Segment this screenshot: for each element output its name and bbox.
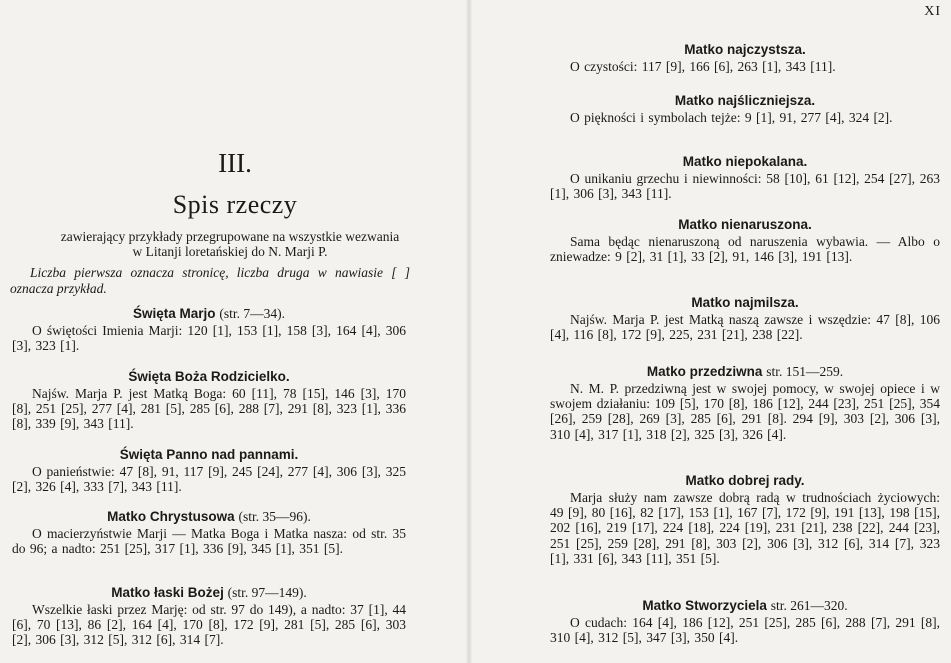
entry-page-range: str. 151—259. bbox=[766, 364, 844, 379]
entry-title: Święta Marjo bbox=[133, 306, 216, 321]
entry-body: Wszelkie łaski przez Marję: od str. 97 do 149), a nadto: 37 [1], 44 [6], 70 [13], 86 [2], 164 [4], 170 [8], 172 [9], 281 [5], 285 [6], 303 [2], 306 [3], 312 [5], 312 [6], 314 [7]. bbox=[12, 602, 406, 648]
entry-title: Matko Chrystusowa bbox=[107, 509, 235, 524]
subtitle-line: w Litanji loretańskiej do N. Marji P. bbox=[132, 244, 328, 259]
entry-title: Matko Stworzyciela bbox=[642, 598, 767, 613]
page-number: XI bbox=[924, 4, 941, 19]
entry-page-range: str. 261—320. bbox=[770, 598, 848, 613]
entry-body: O cudach: 164 [4], 186 [12], 251 [25], 285 [6], 288 [7], 291 [8], 310 [4], 312 [5], 347 [3], 350 [4]. bbox=[550, 615, 940, 646]
entry-heading bbox=[550, 92, 940, 110]
entry-heading bbox=[12, 584, 406, 602]
entry-title: Święta Boża Rodzicielko. bbox=[128, 369, 290, 384]
entry-title: Matko najmilsza. bbox=[691, 295, 799, 310]
entry-heading bbox=[550, 294, 940, 312]
entry-title: Matko najśliczniejsza. bbox=[674, 93, 816, 108]
entry-title: Matko dobrej rady. bbox=[685, 473, 805, 488]
entry-bozej-rodzicielko bbox=[12, 368, 406, 432]
left-page bbox=[0, 0, 470, 663]
entry-title: Matko nienaruszona. bbox=[678, 217, 812, 232]
entry-heading bbox=[12, 368, 406, 386]
section-number: III. bbox=[218, 148, 252, 178]
entry-title: Matko przedziwna bbox=[646, 364, 763, 379]
entry-matko-laski-bozej bbox=[12, 584, 406, 648]
section-title: Spis rzeczy bbox=[172, 190, 298, 219]
entry-title: Matko najczystsza. bbox=[684, 42, 806, 57]
entry-matko-chrystusowa bbox=[12, 508, 406, 556]
section-subtitle bbox=[10, 229, 450, 259]
entry-title: Matko niepokalana. bbox=[682, 154, 808, 169]
entry-matko-nienaruszona bbox=[550, 216, 940, 264]
entry-matko-dobrej-rady bbox=[550, 472, 940, 566]
entry-heading bbox=[550, 41, 940, 59]
entry-page-range: (str. 35—96). bbox=[238, 509, 311, 524]
entry-body: O panieństwie: 47 [8], 91, 117 [9], 245 [24], 277 [4], 306 [3], 325 [2], 326 [4], 333 [7], 343 [11]. bbox=[12, 464, 406, 495]
entry-heading bbox=[12, 446, 406, 464]
entry-swieta-marjo bbox=[12, 305, 406, 353]
entry-title: Matko łaski Bożej bbox=[111, 585, 224, 600]
entry-matko-niepokalana bbox=[550, 153, 940, 201]
entry-heading bbox=[550, 472, 940, 490]
entry-body: O piękności i symbolach tejże: 9 [1], 91, 277 [4], 324 [2]. bbox=[570, 110, 893, 125]
entry-body: Sama będąc nienaruszoną od naruszenia wybawia. — Albo o zniewadze: 9 [2], 31 [1], 33 [2], 91, 146 [3], 191 [13]. bbox=[550, 234, 940, 265]
entry-heading bbox=[550, 597, 940, 615]
entry-body: Marja służy nam zawsze dobrą radą w trudnościach życiowych: 49 [9], 80 [16], 82 [17], 153 [1], 167 [7], 172 [9], 191 [13], 198 [15], 202 [16], 219 [17], 224 [18], 224 [19], 231 [21], 238 [22], 244 [23], 251 [25], 259 [28], 291 [8], 303 [2], 306 [3], 312 [6], 314 [7], 323 [1], 331 [6], 343 [11], 351 [5]. bbox=[550, 490, 940, 566]
entry-title: Święta Panno nad pannami. bbox=[119, 447, 299, 462]
entry-body: O świętości Imienia Marji: 120 [1], 153 [1], 158 [3], 164 [4], 306 [3], 323 [1]. bbox=[12, 323, 406, 354]
entry-heading bbox=[550, 216, 940, 234]
entry-matko-najsliczniejsza bbox=[550, 92, 940, 125]
entry-body: Najśw. Marja P. jest Matką Boga: 60 [11], 78 [15], 146 [3], 170 [8], 251 [25], 277 [4], 281 [5], 285 [6], 288 [7], 291 [8], 323 [1], 336 [8], 339 [9], 343 [11]. bbox=[12, 386, 406, 432]
entry-matko-najczystsza bbox=[550, 41, 940, 74]
entry-body: O unikaniu grzechu i niewinności: 58 [10], 61 [12], 254 [27], 263 [1], 306 [3], 343 [11]. bbox=[550, 171, 940, 202]
numbering-note: Liczba pierwsza oznacza stronicę, liczba druga w nawiasie [ ] oznacza przykład. bbox=[10, 265, 410, 296]
subtitle-line: zawierający przykłady przegrupowane na wszystkie wezwania bbox=[60, 229, 400, 244]
entry-panno-nad-pannami bbox=[12, 446, 406, 494]
entry-body: Najśw. Marja P. jest Matką naszą zawsze i wszędzie: 47 [8], 106 [4], 116 [8], 172 [9], 225, 231 [21], 238 [22]. bbox=[550, 312, 940, 343]
entry-body: N. M. P. przedziwną jest w swojej pomocy, w swojej opiece i w swojem działaniu: 109 [5], 170 [8], 186 [12], 244 [23], 251 [25], 354 [26], 259 [28], 269 [3], 285 [6], 291 [8]. 294 [9], 303 [2], 306 [3], 310 [4], 317 [1], 318 [2], 325 [3], 326 [4]. bbox=[550, 381, 940, 442]
entry-heading bbox=[12, 305, 406, 323]
entry-page-range: (str. 97—149). bbox=[227, 585, 307, 600]
entry-body: O macierzyństwie Marji — Matka Boga i Matka nasza: od str. 35 do 96; a nadto: 251 [25], 317 [1], 336 [9], 345 [1], 351 [5]. bbox=[12, 526, 406, 557]
entry-matko-najmilsza bbox=[550, 294, 940, 342]
entry-body: O czystości: 117 [9], 166 [6], 263 [1], 343 [11]. bbox=[570, 59, 836, 74]
entry-matko-przedziwna bbox=[550, 363, 940, 442]
entry-heading bbox=[12, 508, 406, 526]
entry-heading bbox=[550, 363, 940, 381]
right-page bbox=[470, 0, 951, 663]
entry-heading bbox=[550, 153, 940, 171]
entry-matko-stworzyciela bbox=[550, 597, 940, 645]
entry-page-range: (str. 7—34). bbox=[219, 306, 285, 321]
